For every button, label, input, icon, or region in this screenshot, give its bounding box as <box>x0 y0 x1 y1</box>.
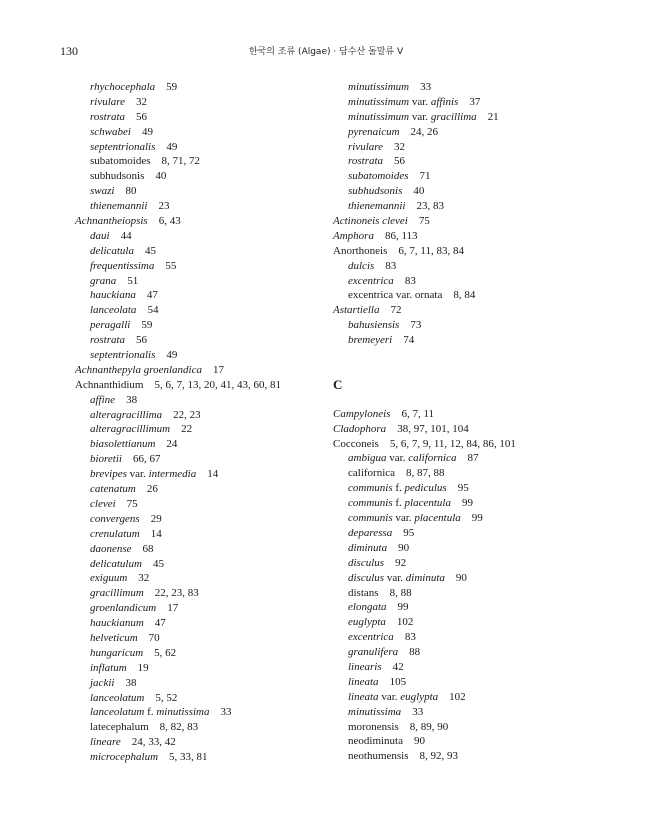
taxon-name-part: rivulare <box>90 95 126 108</box>
index-subentry <box>75 110 335 125</box>
page-references: 24, 26 <box>410 125 439 138</box>
taxon-name-part: diminuta <box>348 541 388 554</box>
taxon-name-part: communis <box>348 482 393 495</box>
page-references: 59 <box>166 81 178 93</box>
index-subentry <box>75 542 335 557</box>
section-spacer <box>333 348 623 363</box>
index-subentry <box>333 169 623 184</box>
page-references: 8, 92, 93 <box>419 750 458 763</box>
index-subentry <box>333 184 623 199</box>
index-entry <box>333 407 623 422</box>
taxon-name-part: californica <box>408 452 457 465</box>
taxon-name-part: var. <box>392 512 415 525</box>
index-subentry <box>333 95 623 110</box>
index-entry <box>333 229 623 244</box>
taxon-name-part: distans <box>348 586 379 599</box>
page-references: 56 <box>394 155 406 168</box>
index-subentry <box>333 274 623 289</box>
taxon-name-part: alteragracillima <box>90 408 163 421</box>
index-subentry <box>333 541 623 556</box>
index-subentry <box>333 675 623 690</box>
taxon-name-part: placentula <box>414 512 461 525</box>
taxon-name-part: excentrica <box>348 274 394 287</box>
page-references: 68 <box>142 542 154 555</box>
taxon-name-part: minutissima <box>156 706 210 719</box>
index-subentry <box>333 511 623 526</box>
taxon-name-part: Achnanthepyla groenlandica <box>75 363 202 376</box>
index-entry <box>333 303 623 318</box>
taxon-name-part: diminuta <box>405 571 445 584</box>
taxon-name-part: f. <box>392 497 405 510</box>
index-subentry <box>75 661 335 676</box>
index-subentry <box>333 481 623 496</box>
page-references: 74 <box>403 334 415 347</box>
taxon-name-part: var. <box>384 571 406 584</box>
taxon-name-part: subhudsonis <box>348 185 403 198</box>
taxon-name-part: minutissimum <box>348 110 410 123</box>
index-subentry <box>333 749 623 764</box>
page-references: 99 <box>471 512 483 525</box>
page-references: 75 <box>418 215 430 228</box>
index-subentry <box>333 600 623 615</box>
taxon-name-part: granulifera <box>348 646 399 659</box>
index-subentry <box>75 482 335 497</box>
taxon-name-part: gracillimum <box>90 587 144 600</box>
page-references: 90 <box>398 541 410 554</box>
index-subentry <box>333 154 623 169</box>
page-references: 14 <box>207 468 219 481</box>
page-references: 83 <box>404 631 416 644</box>
taxon-name-part: groenlandicum <box>90 602 157 615</box>
page-references: 102 <box>449 690 466 703</box>
taxon-name-part: affine <box>90 393 116 406</box>
page-references: 22, 23 <box>173 408 201 421</box>
index-subentry <box>333 140 623 155</box>
index-subentry <box>75 333 335 348</box>
taxon-name-part: thienemannii <box>348 200 406 213</box>
taxon-name-part: rhychocephala <box>90 81 156 93</box>
page-references: 8, 89, 90 <box>409 720 449 733</box>
index-subentry <box>333 333 623 348</box>
taxon-name-part: hauckiana <box>90 289 136 302</box>
index-subentry <box>75 80 335 95</box>
index-column-left <box>75 80 335 765</box>
index-subentry <box>75 199 335 214</box>
taxon-name-part: Cocconeis <box>333 437 379 450</box>
page-references: 5, 6, 7, 13, 20, 41, 43, 60, 81 <box>154 378 281 391</box>
page-references: 73 <box>410 319 422 332</box>
index-subentry <box>75 288 335 303</box>
page-references: 23, 83 <box>416 200 444 213</box>
page-references: 75 <box>126 497 138 510</box>
index-subentry <box>75 616 335 631</box>
page-references: 59 <box>141 319 153 332</box>
page-references: 8, 82, 83 <box>159 721 199 734</box>
taxon-name-part: rivulare <box>348 140 384 153</box>
taxon-name-part: lineata <box>348 675 379 688</box>
page-references: 32 <box>136 95 148 108</box>
section-spacer <box>333 392 623 407</box>
page-references: 45 <box>145 244 156 257</box>
taxon-name-part: f. <box>392 482 405 495</box>
page-references: 92 <box>395 556 407 569</box>
taxon-name-part: lanceolatum <box>90 691 145 704</box>
taxon-name-part: delicatulum <box>90 557 142 570</box>
page-references: 95 <box>457 482 469 495</box>
taxon-name-part: alteragracillimum <box>90 423 171 436</box>
taxon-name-part: Amphora <box>333 229 374 242</box>
index-subentry <box>333 496 623 511</box>
taxon-name-part: bioretii <box>90 453 122 466</box>
index-entry <box>75 363 335 378</box>
taxon-name-part: rostrata <box>90 110 126 123</box>
index-subentry <box>75 691 335 706</box>
taxon-name-part: daonense <box>90 542 132 555</box>
taxon-name-part: communis <box>348 497 393 510</box>
page-references: 8, 71, 72 <box>161 155 200 168</box>
index-subentry <box>75 244 335 259</box>
page-references: 56 <box>136 110 148 123</box>
index-subentry <box>75 467 335 482</box>
page-references: 47 <box>154 617 166 630</box>
taxon-name-part: lineata <box>348 690 379 703</box>
page-references: 6, 7, 11, 83, 84 <box>398 244 464 257</box>
page-references: 21 <box>487 110 499 123</box>
index-subentry <box>75 422 335 437</box>
index-subentry <box>75 720 335 735</box>
page-references: 17 <box>212 363 224 376</box>
taxon-name-part: Campyloneis <box>333 407 391 420</box>
taxon-name-part: Cladophora <box>333 422 387 435</box>
taxon-name-part: neodiminuta <box>348 735 403 748</box>
page-number: 130 <box>60 44 78 58</box>
taxon-name-part: clevei <box>90 497 116 510</box>
index-subentry <box>333 720 623 735</box>
index-subentry <box>75 586 335 601</box>
page-references: 8, 87, 88 <box>406 467 445 480</box>
taxon-name-part: var. <box>126 468 149 481</box>
index-subentry <box>75 184 335 199</box>
index-subentry <box>75 512 335 527</box>
page-references: 72 <box>390 304 402 317</box>
taxon-name-part: f. <box>144 706 157 719</box>
page-references: 6, 43 <box>158 215 181 228</box>
page-references: 47 <box>146 289 158 302</box>
index-subentry <box>75 437 335 452</box>
index-subentry <box>75 408 335 423</box>
page-references: 8, 84 <box>453 289 476 302</box>
index-subentry <box>75 95 335 110</box>
index-subentry <box>75 125 335 140</box>
index-subentry <box>333 526 623 541</box>
page-references: 66, 67 <box>132 453 161 466</box>
taxon-name-part: gracillima <box>430 110 477 123</box>
page-references: 24, 33, 42 <box>131 736 176 749</box>
index-entry <box>333 422 623 437</box>
taxon-name-part: biasolettianum <box>90 438 156 451</box>
taxon-name-part: catenatum <box>90 483 136 496</box>
page-references: 95 <box>403 526 415 539</box>
page-references: 83 <box>385 259 397 272</box>
index-subentry <box>333 734 623 749</box>
page-references: 33 <box>420 81 432 93</box>
taxon-name-part: microcephalum <box>90 751 159 764</box>
index-subentry <box>75 705 335 720</box>
taxon-name-part: convergens <box>90 512 140 525</box>
index-subentry <box>333 571 623 586</box>
page-references: 87 <box>467 452 479 465</box>
page-references: 17 <box>167 602 179 615</box>
page-references: 90 <box>455 571 467 584</box>
taxon-name-part: var. <box>409 95 431 108</box>
taxon-name-part: septentrionalis <box>90 140 156 153</box>
page-references: 32 <box>394 140 406 153</box>
taxon-name-part: excentrica <box>348 631 394 644</box>
page-references: 45 <box>152 557 164 570</box>
page-references: 51 <box>127 274 139 287</box>
taxon-name-part: elongata <box>348 601 387 614</box>
taxon-name-part: neothumensis <box>348 750 409 763</box>
index-subentry <box>75 154 335 169</box>
taxon-name-part: communis <box>348 512 393 525</box>
page-references: 33 <box>220 706 232 719</box>
page-references: 70 <box>148 631 160 644</box>
taxon-name-part: ambigua <box>348 452 387 465</box>
taxon-name-part: lanceolatum <box>90 706 145 719</box>
page-references: 54 <box>147 304 159 317</box>
index-subentry <box>75 140 335 155</box>
page-references: 102 <box>396 616 414 629</box>
page-references: 38 <box>126 393 138 406</box>
taxon-name-part: septentrionalis <box>90 349 156 362</box>
index-subentry <box>333 451 623 466</box>
index-subentry <box>75 676 335 691</box>
taxon-name-part: bremeyeri <box>348 334 393 347</box>
page-references: 105 <box>389 675 407 688</box>
index-subentry <box>333 199 623 214</box>
index-subentry <box>75 318 335 333</box>
page-references: 22, 23, 83 <box>154 587 199 600</box>
section-letter-heading: C <box>333 376 343 392</box>
page-references: 42 <box>392 660 404 673</box>
taxon-name-part: var. <box>386 452 409 465</box>
taxon-name-part: bahusiensis <box>348 319 400 332</box>
index-subentry <box>333 110 623 125</box>
page-references: 40 <box>413 185 425 198</box>
index-entry <box>333 437 623 452</box>
taxon-name-part: californica <box>348 467 396 480</box>
page-references: 80 <box>125 185 137 198</box>
taxon-name-part: minutissima <box>348 705 402 718</box>
taxon-name-part: frequentissima <box>90 259 155 272</box>
taxon-name-part: pyrenaicum <box>348 125 400 138</box>
taxon-name-part: moronensis <box>348 720 399 733</box>
taxon-name-part: exiguum <box>90 572 128 585</box>
taxon-name-part: minutissimum <box>348 81 410 93</box>
taxon-name-part: thienemannii <box>90 200 148 213</box>
page-references: 5, 6, 7, 9, 11, 12, 84, 86, 101 <box>389 437 516 450</box>
taxon-name-part: rostrata <box>90 334 126 347</box>
page-references: 5, 33, 81 <box>169 751 208 764</box>
taxon-name-part: placentula <box>404 497 451 510</box>
page-references: 40 <box>155 170 167 183</box>
index-subentry <box>333 645 623 660</box>
page-references: 5, 62 <box>154 646 177 659</box>
page-references: 14 <box>150 527 162 540</box>
index-entry <box>333 214 623 229</box>
index-subentry <box>333 288 623 303</box>
index-subentry <box>75 452 335 467</box>
taxon-name-part: lineare <box>90 736 121 749</box>
page-references: 29 <box>150 512 162 525</box>
index-subentry <box>333 586 623 601</box>
index-subentry <box>75 393 335 408</box>
page-references: 33 <box>412 705 424 718</box>
index-subentry <box>333 259 623 274</box>
taxon-name-part: helveticum <box>90 631 138 644</box>
taxon-name-part: deparessa <box>348 526 393 539</box>
taxon-name-part: hungaricum <box>90 646 144 659</box>
page-references: 19 <box>137 661 149 674</box>
index-subentry <box>75 303 335 318</box>
taxon-name-part: jackii <box>90 676 115 689</box>
index-subentry <box>333 690 623 705</box>
page-references: 24 <box>166 438 178 451</box>
taxon-name-part: Achnanthidium <box>75 378 144 391</box>
page-references: 5, 52 <box>155 691 178 704</box>
page-references: 49 <box>166 140 178 153</box>
page-references: 49 <box>166 349 178 362</box>
taxon-name-part: disculus <box>348 556 385 569</box>
index-subentry <box>75 274 335 289</box>
taxon-name-part: hauckianum <box>90 617 144 630</box>
taxon-name-part: affinis <box>430 95 459 108</box>
taxon-name-part: latecephalum <box>90 721 149 734</box>
page-references: 44 <box>120 229 132 242</box>
index-subentry <box>75 527 335 542</box>
page-references: 38 <box>125 676 137 689</box>
index-subentry <box>75 229 335 244</box>
page-references: 26 <box>146 483 158 496</box>
page-references: 88 <box>409 646 421 659</box>
taxon-name-part: inflatum <box>90 661 127 674</box>
page-references: 56 <box>136 334 148 347</box>
taxon-name-part: subhudsonis <box>90 170 145 183</box>
taxon-name-part: excentrica var. ornata <box>348 289 443 302</box>
running-title: 한국의 조류 (Algae) · 담수산 돌말류 V <box>248 47 404 57</box>
page-references: 37 <box>469 95 481 108</box>
taxon-name-part: var. <box>378 690 401 703</box>
page-references: 23 <box>158 200 170 213</box>
taxon-name-part: minutissimum <box>348 95 410 108</box>
taxon-name-part: Astartiella <box>333 304 380 317</box>
index-subentry <box>333 125 623 140</box>
taxon-name-part: euglypta <box>348 616 386 629</box>
taxon-name-part: euglypta <box>400 690 439 703</box>
taxon-name-part: pediculus <box>404 482 447 495</box>
page-references: 99 <box>461 497 473 510</box>
index-subentry <box>75 571 335 586</box>
index-subentry <box>333 318 623 333</box>
taxon-name-part: rostrata <box>348 155 384 168</box>
page-references: 55 <box>165 259 177 272</box>
index-subentry <box>75 348 335 363</box>
taxon-name-part: disculus <box>348 571 385 584</box>
index-entry <box>333 244 623 259</box>
index-subentry <box>75 259 335 274</box>
index-subentry <box>75 557 335 572</box>
page-references: 32 <box>138 572 150 585</box>
index-subentry <box>75 750 335 765</box>
page-references: 6, 7, 11 <box>401 407 435 420</box>
index-subentry <box>75 601 335 616</box>
page-references: 71 <box>419 170 431 183</box>
index-subentry <box>333 466 623 481</box>
page-references: 86, 113 <box>384 229 418 242</box>
index-subentry <box>333 630 623 645</box>
index-entry <box>75 378 335 393</box>
page-references: 83 <box>404 274 416 287</box>
page-references: 8, 88 <box>389 586 412 599</box>
index-subentry <box>333 556 623 571</box>
taxon-name-part: crenulatum <box>90 527 140 540</box>
taxon-name-part: peragalli <box>90 319 131 332</box>
page-references: 90 <box>414 735 425 748</box>
index-subentry <box>333 705 623 720</box>
taxon-name-part: intermedia <box>148 468 197 481</box>
page-references: 38, 97, 101, 104 <box>397 422 469 435</box>
index-column-right <box>333 80 623 764</box>
index-subentry <box>333 615 623 630</box>
index-subentry <box>75 631 335 646</box>
taxon-name-part: swazi <box>90 185 115 198</box>
index-subentry <box>75 646 335 661</box>
page-references: 49 <box>141 125 153 138</box>
taxon-name-part: grana <box>90 274 117 287</box>
index-subentry <box>75 169 335 184</box>
page-references: 99 <box>397 601 409 614</box>
index-subentry <box>75 497 335 512</box>
taxon-name-part: lanceolata <box>90 304 137 317</box>
taxon-name-part: schwabei <box>90 125 131 138</box>
taxon-name-part: Actinoneis clevei <box>333 215 408 228</box>
page-references: 22 <box>181 423 193 436</box>
index-entry <box>75 214 335 229</box>
index-subentry <box>333 660 623 675</box>
taxon-name-part: daui <box>90 229 110 242</box>
taxon-name-part: var. <box>409 110 431 123</box>
taxon-name-part: Anorthoneis <box>333 244 388 257</box>
taxon-name-part: linearis <box>348 660 382 673</box>
index-subentry <box>333 80 623 95</box>
taxon-name-part: delicatula <box>90 244 134 257</box>
taxon-name-part: subatomoides <box>348 170 409 183</box>
taxon-name-part: dulcis <box>348 259 375 272</box>
taxon-name-part: subatomoides <box>90 155 151 168</box>
taxon-name-part: brevipes <box>90 468 127 481</box>
taxon-name-part: Achnantheiopsis <box>75 215 148 228</box>
index-subentry <box>75 735 335 750</box>
